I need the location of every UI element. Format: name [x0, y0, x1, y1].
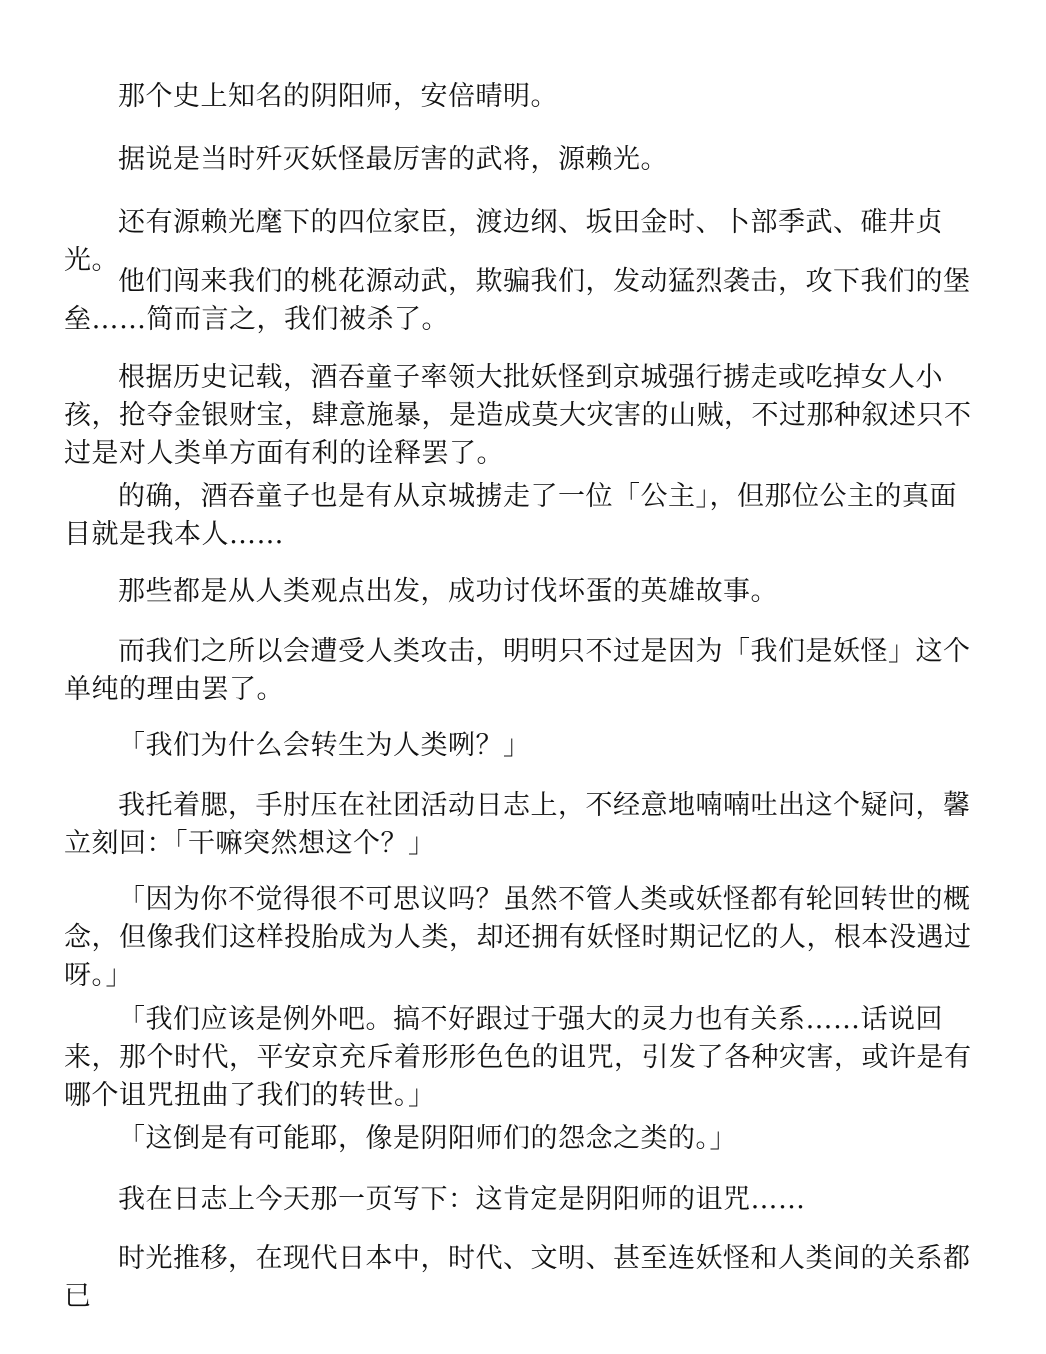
paragraph: 「这倒是有可能耶，像是阴阳师们的怨念之类的。」 — [118, 1123, 737, 1154]
paragraph: 的确，酒吞童子也是有从京城掳走了一位「公主」，但那位公主的真面目就是我本人…… — [64, 481, 957, 550]
paragraph: 还有源赖光麾下的四位家臣，渡边纲、坂田金时、卜部季武、碓井贞光。 — [64, 207, 943, 276]
paragraph: 时光推移，在现代日本中，时代、文明、甚至连妖怪和人类间的关系都已 — [64, 1243, 971, 1312]
paragraph: 他们闯来我们的桃花源动武，欺骗我们，发动猛烈袭击，攻下我们的堡垒……简而言之，我们被杀了。 — [64, 266, 971, 335]
paragraph: 那些都是从人类观点出发，成功讨伐坏蛋的英雄故事。 — [118, 576, 778, 607]
paragraph: 那个史上知名的阴阳师，安倍晴明。 — [118, 81, 558, 112]
paragraph: 「因为你不觉得很不可思议吗？虽然不管人类或妖怪都有轮回转世的概念，但像我们这样投胎成为人类，却还拥有妖怪时期记忆的人，根本没遇过呀。」 — [64, 884, 972, 991]
paragraph: 根据历史记载，酒吞童子率领大批妖怪到京城强行掳走或吃掉女人小孩，抢夺金银财宝，肆意施暴，是造成莫大灾害的山贼，不过那种叙述只不过是对人类单方面有利的诠释罢了。 — [64, 362, 972, 469]
paragraph: 「我们为什么会转生为人类咧？」 — [118, 730, 531, 761]
paragraph: 而我们之所以会遭受人类攻击，明明只不过是因为「我们是妖怪」这个单纯的理由罢了。 — [64, 636, 971, 705]
paragraph: 据说是当时歼灭妖怪最厉害的武将，源赖光。 — [118, 144, 668, 175]
paragraph: 「我们应该是例外吧。搞不好跟过于强大的灵力也有关系……话说回来，那个时代，平安京充斥着形形色色的诅咒，引发了各种灾害，或许是有哪个诅咒扭曲了我们的转世。」 — [64, 1004, 972, 1111]
paragraph: 我在日志上今天那一页写下：这肯定是阴阳师的诅咒…… — [118, 1184, 806, 1215]
paragraph: 我托着腮，手肘压在社团活动日志上，不经意地喃喃吐出这个疑问，馨立刻回：「干嘛突然想这个？」 — [64, 790, 971, 859]
